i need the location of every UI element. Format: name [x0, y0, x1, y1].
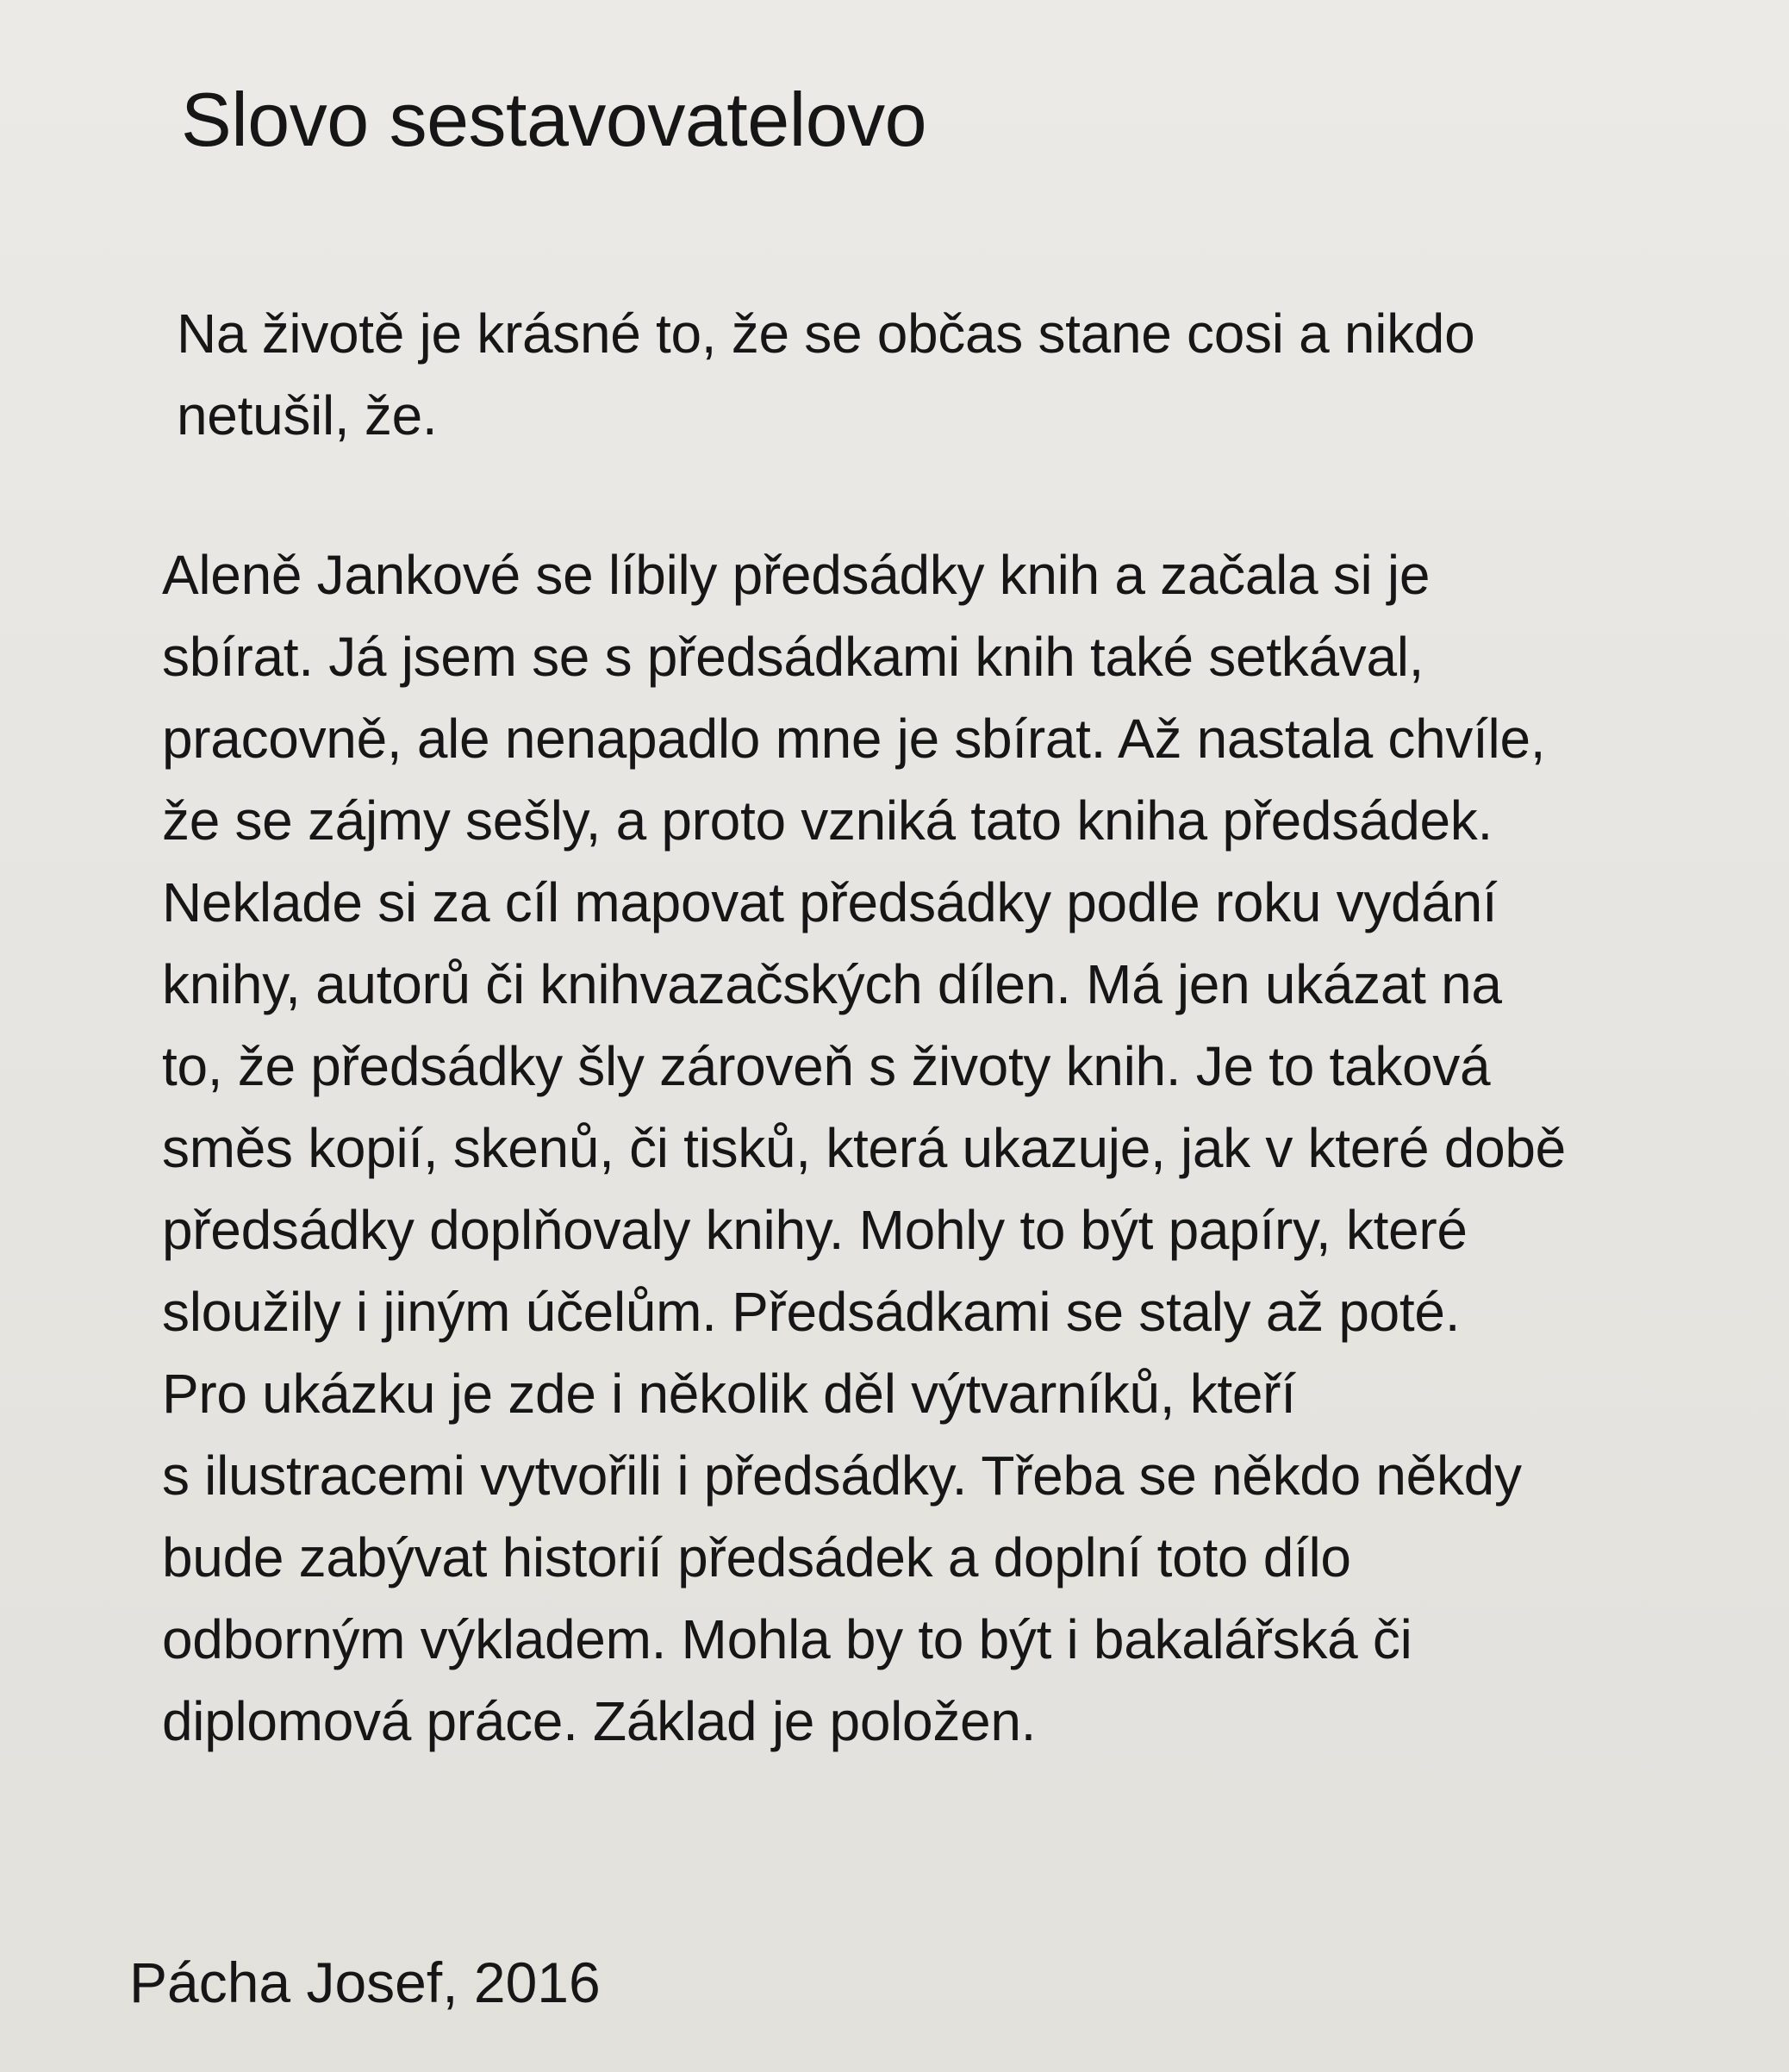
paragraph-line: pracovně, ale nenapadlo mne je sbírat. Až nastala chvíle,	[162, 708, 1546, 770]
paragraph-line: směs kopií, skenů, či tisků, která ukazuje, jak v které době	[162, 1117, 1566, 1179]
paragraph-line: to, že předsádky šly zároveň s životy knih. Je to taková	[162, 1035, 1491, 1097]
page-title: Slovo sestavovatelovo	[181, 77, 927, 162]
paragraph-line: Aleně Jankové se líbily předsádky knih a začala si je	[162, 544, 1431, 606]
paragraph-line: knihy, autorů či knihvazačských dílen. Má jen ukázat na	[162, 953, 1502, 1015]
author-signature: Pácha Josef, 2016	[129, 1950, 601, 2014]
paragraph-line: Pro ukázku je zde i několik děl výtvarníků, kteří	[162, 1363, 1296, 1425]
paragraph-line: sloužily i jiným účelům. Předsádkami se staly až poté.	[162, 1281, 1461, 1343]
paragraph-line: odborným výkladem. Mohla by to být i bakalářská či	[162, 1608, 1412, 1670]
paragraph-line: Na životě je krásné to, že se občas stane cosi a nikdo	[177, 303, 1475, 365]
paragraph-line: že se zájmy sešly, a proto vzniká tato kniha předsádek.	[162, 789, 1493, 852]
paragraph-line: bude zabývat historií předsádek a doplní toto dílo	[162, 1526, 1351, 1588]
paragraph-line: předsádky doplňovaly knihy. Mohly to být papíry, které	[162, 1199, 1468, 1261]
paragraph-line: Neklade si za cíl mapovat předsádky podle roku vydání	[162, 871, 1498, 933]
intro-paragraph	[177, 293, 1474, 457]
paragraph-line: s ilustracemi vytvořili i předsádky. Třeba se někdo někdy	[162, 1445, 1522, 1507]
paragraph-line: diplomová práce. Základ je položen.	[162, 1690, 1037, 1752]
body-paragraph	[162, 534, 1566, 1763]
paragraph-line: netušil, že.	[177, 384, 438, 446]
paragraph-line: sbírat. Já jsem se s předsádkami knih také setkával,	[162, 626, 1424, 688]
